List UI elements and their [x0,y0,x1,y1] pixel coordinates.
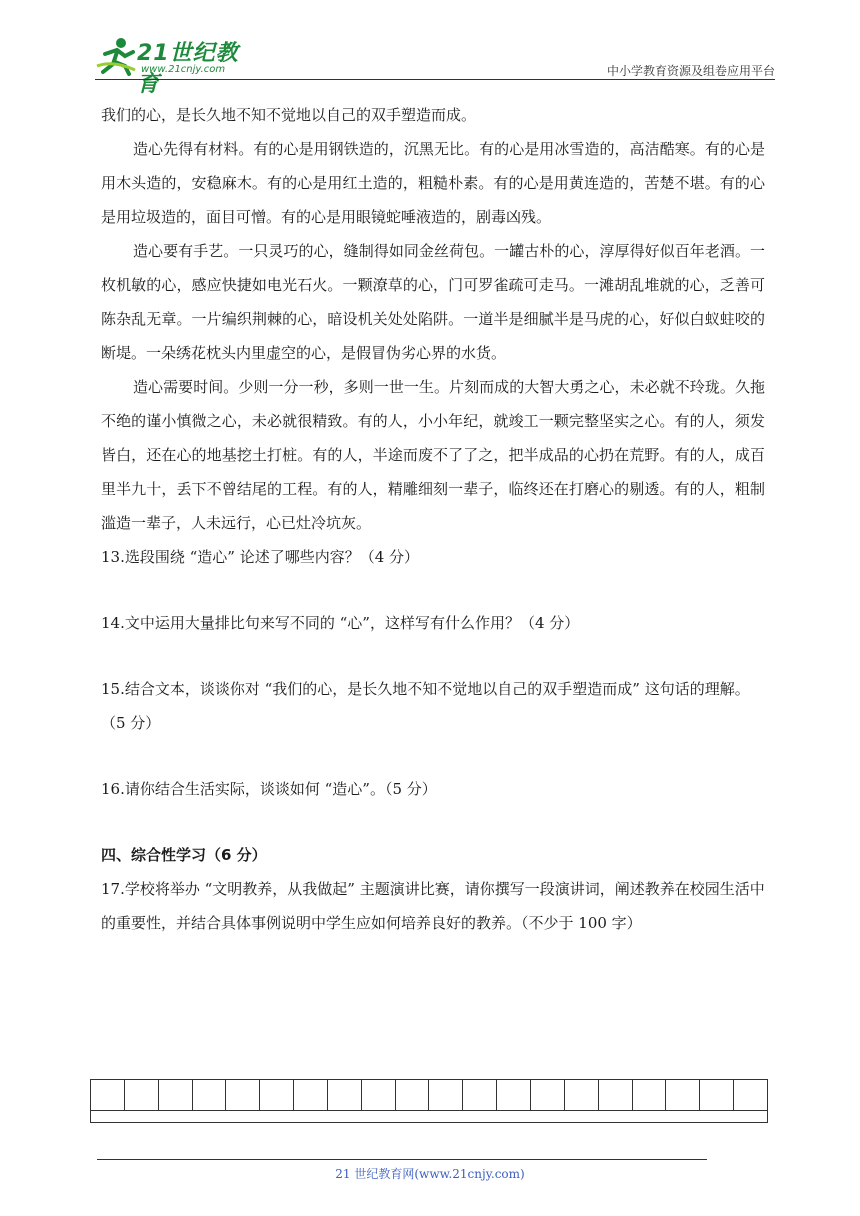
passage-paragraph: 我们的心，是长久地不知不觉地以自己的双手塑造而成。 [101,106,477,124]
writing-grid [90,1079,768,1123]
grid-cell [429,1080,463,1110]
grid-cell [91,1080,125,1110]
main-content [101,98,765,940]
answer-space [101,574,765,606]
site-logo [95,36,255,97]
grid-cell [734,1080,767,1110]
grid-cell [260,1080,294,1110]
grid-cell [294,1080,328,1110]
page-header [95,28,775,97]
section-title: 四、综合性学习（6 分） [101,846,267,864]
grid-cell [396,1080,430,1110]
header-divider [95,79,775,80]
answer-space [101,640,765,672]
grid-cell [700,1080,734,1110]
grid-cell [497,1080,531,1110]
footer-divider [97,1159,707,1160]
passage-paragraph: 造心要有手艺。一只灵巧的心，缝制得如同金丝荷包。一罐古朴的心，淳厚得好似百年老酒。一枚机敏的心，感应快捷如电光石火。一颗潦草的心，门可罗雀疏可走马。一滩胡乱堆就的心，乏善可陈杂乱无章。一片编织荆棘的心，暗设机关处处陷阱。一道半是细腻半是马虎的心，好似白蚁蛀咬的断堤。一朵绣花枕头内里虚空的心，是假冒伪劣心界的水货。 [101,242,765,362]
grid-cell [328,1080,362,1110]
logo-url: www.21cnjy.com [141,64,226,75]
grid-cell [159,1080,193,1110]
grid-cell [463,1080,497,1110]
question-17: 17.学校将举办 “文明教养，从我做起” 主题演讲比赛，请你撰写一段演讲词，阐述教养在校园生活中的重要性，并结合具体事例说明中学生应如何培养良好的教养。（不少于 100 字） [101,880,765,932]
grid-cell [362,1080,396,1110]
passage-paragraph: 造心需要时间。少则一分一秒，多则一世一生。片刻而成的大智大勇之心，未必就不玲珑。久拖不绝的谨小慎微之心，未必就很精致。有的人，小小年纪，就竣工一颗完整坚实之心。有的人，须发皆白，还在心的地基挖土打桩。有的人，半途而废不了了之，把半成品的心扔在荒野。有的人，成百里半九十，丢下不曾结尾的工程。有的人，精雕细刻一辈子，临终还在打磨心的剔透。有的人，粗制滥造一辈子，人未远行，心已灶冷坑灰。 [101,378,765,532]
grid-cell [125,1080,159,1110]
grid-cell [193,1080,227,1110]
runner-logo-icon [95,36,139,76]
grid-cell [565,1080,599,1110]
question-14: 14.文中运用大量排比句来写不同的 “心”，这样写有什么作用？（4 分） [101,614,580,632]
answer-space [101,806,765,838]
grid-row [90,1111,768,1123]
question-16: 16.请你结合生活实际，谈谈如何 “造心”。（5 分） [101,780,437,798]
question-15: 15.结合文本，谈谈你对 “我们的心，是长久地不知不觉地以自己的双手塑造而成” 这句话的理解。（5 分） [101,680,750,732]
grid-cell [531,1080,565,1110]
passage-paragraph: 造心先得有材料。有的心是用钢铁造的，沉黑无比。有的心是用冰雪造的，高洁酷寒。有的心是用木头造的，安稳麻木。有的心是用红土造的，粗糙朴素。有的心是用黄连造的，苦楚不堪。有的心是用垃圾造的，面目可憎。有的心是用眼镜蛇唾液造的，剧毒凶残。 [101,140,765,226]
grid-cell [226,1080,260,1110]
platform-name: 中小学教育资源及组卷应用平台 [606,64,775,78]
footer-text: 21 世纪教育网(www.21cnjy.com) [335,1167,525,1181]
question-13: 13.选段围绕 “造心” 论述了哪些内容？（4 分） [101,548,420,566]
logo-text: 21世纪教育 [137,41,239,97]
grid-row [90,1079,768,1111]
grid-cell [633,1080,667,1110]
answer-space [101,740,765,772]
grid-cell [599,1080,633,1110]
grid-cell [666,1080,700,1110]
